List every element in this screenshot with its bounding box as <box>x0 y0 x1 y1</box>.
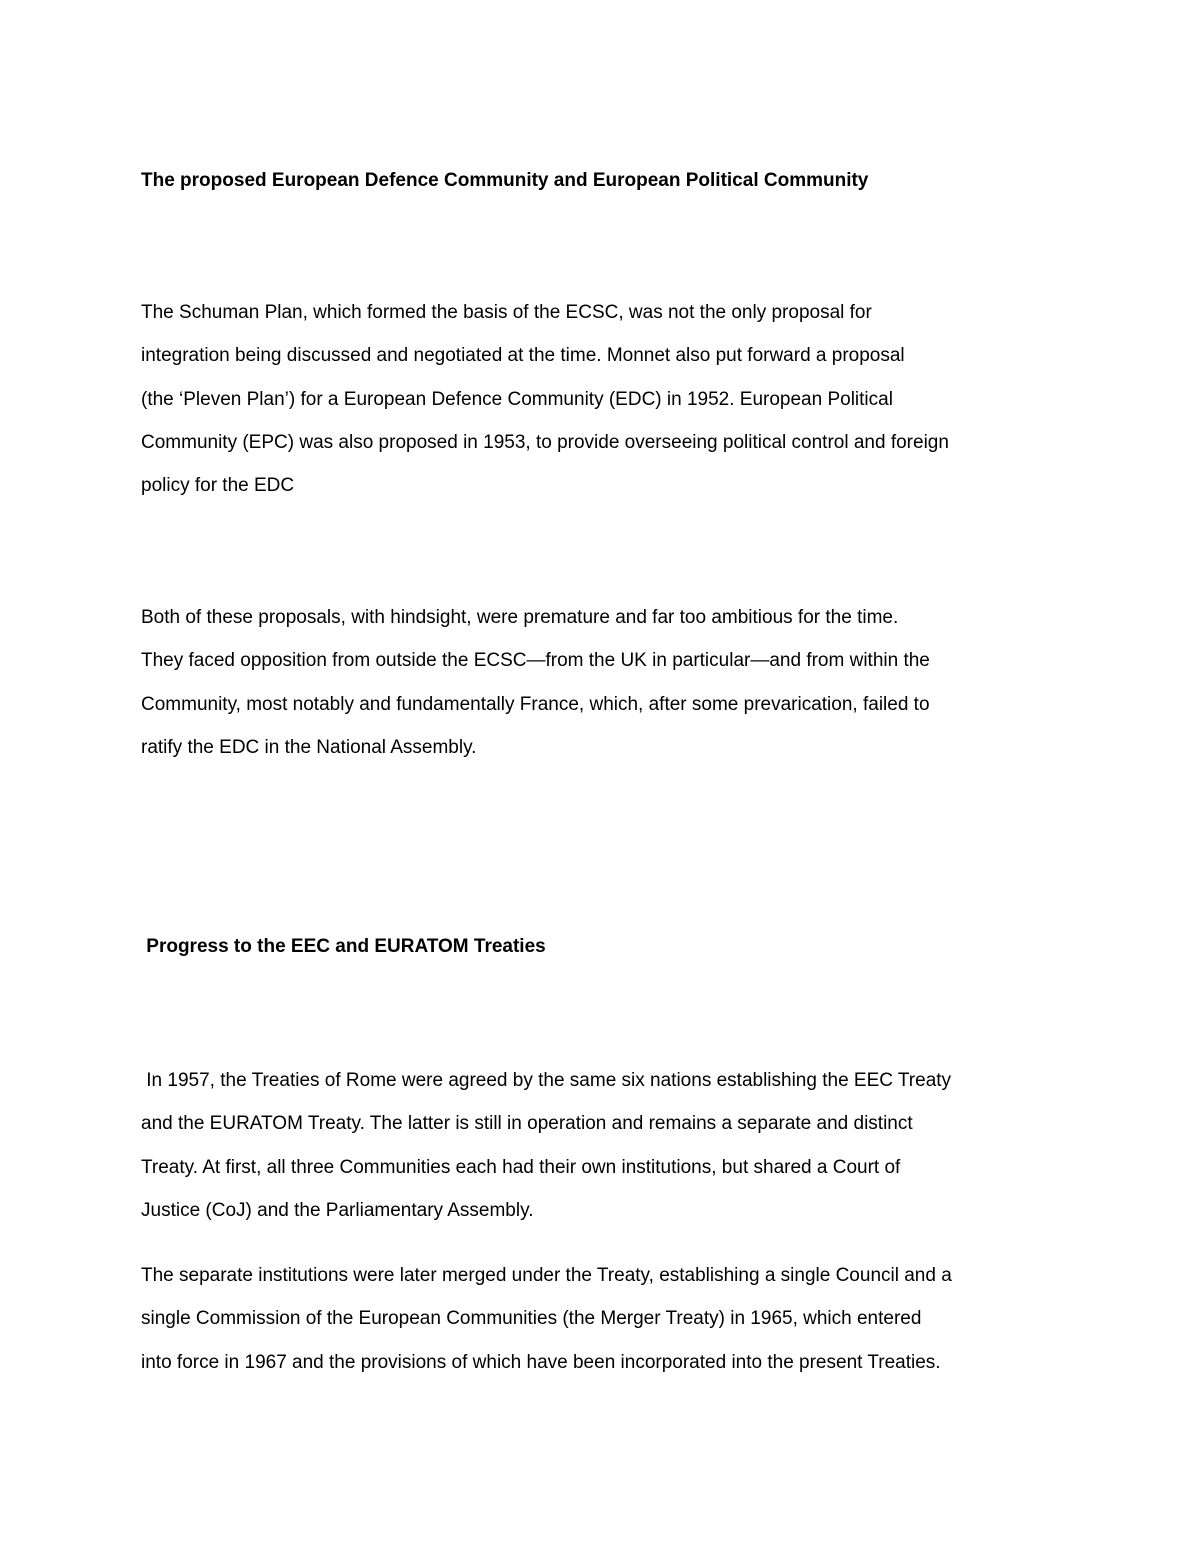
paragraph-line: Community (EPC) was also proposed in 1953, to provide overseeing political control and foreign <box>141 431 949 453</box>
paragraph-line: (the ‘Pleven Plan’) for a European Defence Community (EDC) in 1952. European Political <box>141 388 893 410</box>
paragraph-line: In 1957, the Treaties of Rome were agreed by the same six nations establishing the EEC Treaty <box>141 1070 952 1091</box>
heading-eec-euratom <box>141 925 1081 968</box>
paragraph-line: policy for the EDC <box>141 475 295 497</box>
paragraph-line: single Commission of the European Communities (the Merger Treaty) in 1965, which entered <box>141 1308 922 1330</box>
paragraph-line: Both of these proposals, with hindsight, were premature and far too ambitious for the time. <box>141 607 899 628</box>
paragraph-line: The Schuman Plan, which formed the basis of the ECSC, was not the only proposal for <box>141 302 872 323</box>
paragraph-line: and the EURATOM Treaty. The latter is still in operation and remains a separate and distinct <box>141 1113 913 1135</box>
heading-text: Progress to the EEC and EURATOM Treaties <box>141 936 546 957</box>
paragraph-line: integration being discussed and negotiated at the time. Monnet also put forward a proposal <box>141 345 905 367</box>
paragraph-line: Community, most notably and fundamentally France, which, after some prevarication, failed to <box>141 693 930 715</box>
paragraph-line: into force in 1967 and the provisions of which have been incorporated into the present Treaties. <box>141 1351 941 1373</box>
paragraph-proposals <box>141 596 1081 769</box>
paragraph-line: They faced opposition from outside the ECSC—from the UK in particular—and from within the <box>141 650 930 672</box>
paragraph-treaties-of-rome <box>141 1059 1081 1232</box>
paragraph-line: Treaty. At first, all three Communities each had their own institutions, but shared a Court of <box>141 1156 901 1178</box>
paragraph-schuman-plan <box>141 291 1081 507</box>
paragraph-line: The separate institutions were later merged under the Treaty, establishing a single Council and a <box>141 1265 952 1286</box>
paragraph-line: Justice (CoJ) and the Parliamentary Assembly. <box>141 1199 534 1221</box>
heading-edc-epc <box>141 159 1081 202</box>
paragraph-line: ratify the EDC in the National Assembly. <box>141 736 477 758</box>
paragraph-merger-treaty <box>141 1254 1081 1384</box>
heading-text: The proposed European Defence Community and European Political Community <box>141 170 869 191</box>
